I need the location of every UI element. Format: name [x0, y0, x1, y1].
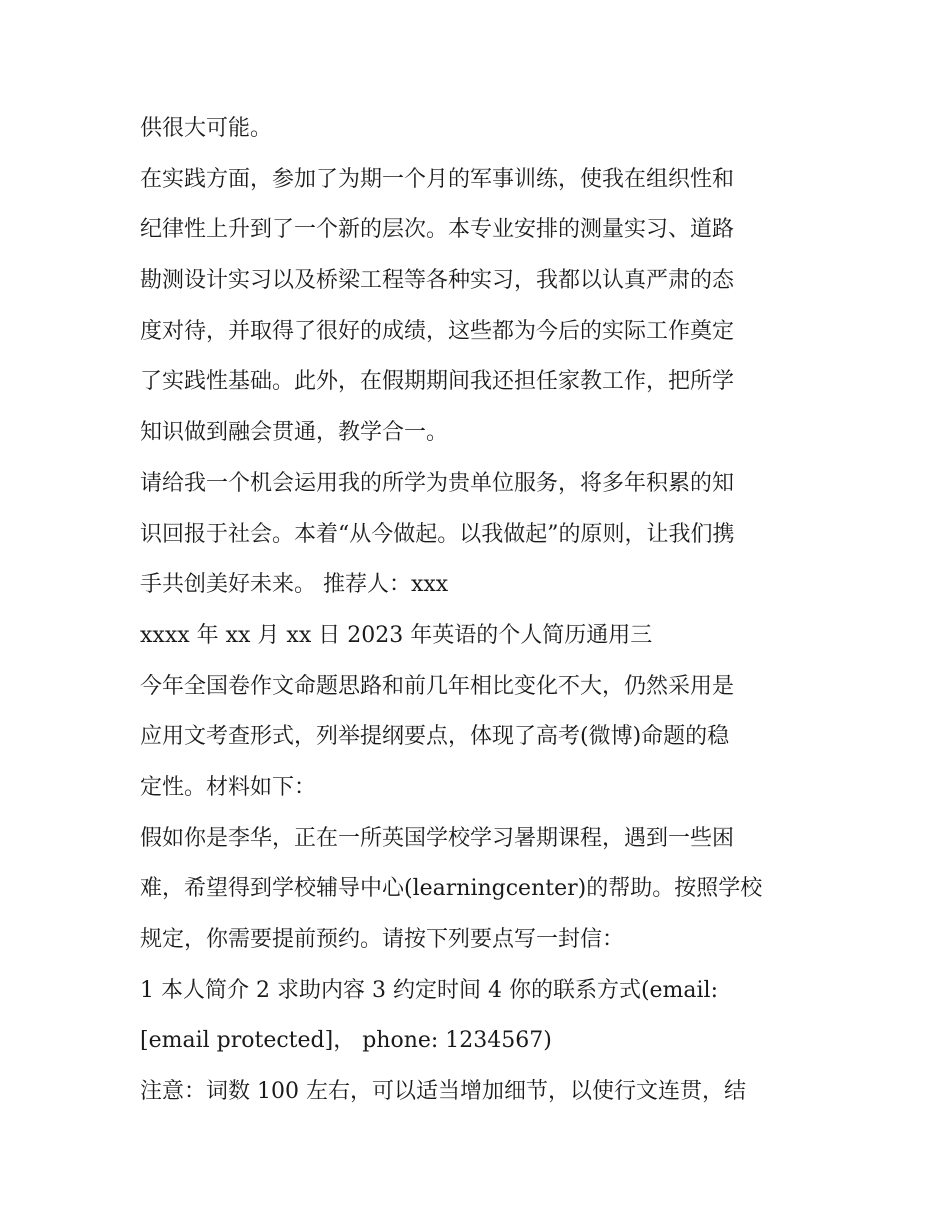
paragraph [140, 104, 820, 155]
section-heading [140, 611, 820, 662]
text-line: 知识做到融会贯通，教学合一。 [140, 420, 449, 446]
text-line: 定性。材料如下： [140, 774, 317, 800]
paragraph [140, 459, 820, 611]
text-line: 识回报于社会。本着“从今做起。以我做起”的原则，让我们携 [140, 521, 735, 547]
text-line: 假如你是李华，正在一所英国学校学习暑期课程，遇到一些困 [140, 825, 735, 851]
text-line: 了实践性基础。此外，在假期期间我还担任家教工作，把所学 [140, 369, 735, 395]
text-line: xxxx 年 xx 月 xx 日 2023 年英语的个人简历通用三 [140, 622, 653, 648]
text-line: 手共创美好未来。 推荐人：xxx [140, 572, 449, 598]
text-line: 请给我一个机会运用我的所学为贵单位服务，将多年积累的知 [140, 470, 735, 496]
text-line: 今年全国卷作文命题思路和前几年相比变化不大，仍然采用是 [140, 673, 735, 699]
paragraph [140, 662, 820, 814]
text-line: 应用文考查形式，列举提纲要点，体现了高考(微博)命题的稳 [140, 724, 730, 750]
text-line: 度对待，并取得了很好的成绩，这些都为今后的实际工作奠定 [140, 318, 735, 344]
text-line: [email protected]， phone: 1234567) [140, 1028, 552, 1054]
text-line: 在实践方面，参加了为期一个月的军事训练，使我在组织性和 [140, 166, 735, 192]
paragraph [140, 155, 820, 459]
text-line: 难，希望得到学校辅导中心(learningcenter)的帮助。按照学校 [140, 876, 763, 902]
paragraph [140, 966, 820, 1067]
document-body [140, 104, 820, 1118]
text-line: 供很大可能。 [140, 116, 273, 141]
text-line: 勘测设计实习以及桥梁工程等各种实习，我都以认真严肃的态 [140, 268, 735, 294]
paragraph [140, 1067, 820, 1118]
paragraph [140, 814, 820, 966]
text-line: 1 本人简介 2 求助内容 3 约定时间 4 你的联系方式(email: [140, 977, 719, 1003]
text-line: 规定，你需要提前预约。请按下列要点写一封信： [140, 927, 625, 952]
text-line: 纪律性上升到了一个新的层次。本专业安排的测量实习、道路 [140, 217, 735, 243]
text-line: 注意：词数 100 左右，可以适当增加细节，以使行文连贯，结 [140, 1079, 746, 1105]
